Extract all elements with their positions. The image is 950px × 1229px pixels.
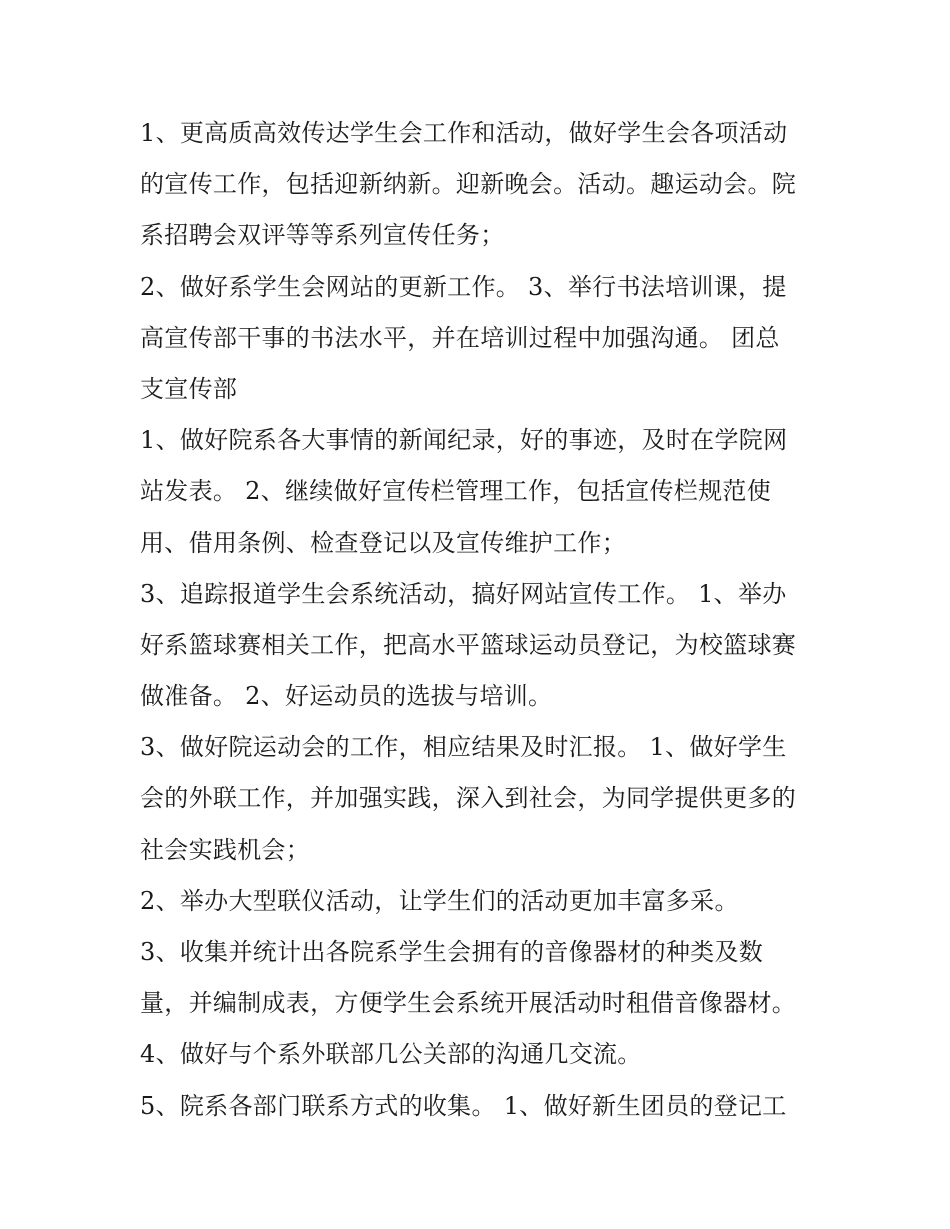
text-line: 系招聘会双评等等系列宣传任务； xyxy=(140,221,505,250)
text-line: 好系篮球赛相关工作，把高水平篮球运动员登记，为校篮球赛 xyxy=(140,630,797,659)
text-line: 3、做好院运动会的工作，相应结果及时汇报。 1、做好学生 xyxy=(140,733,787,762)
text-line: 4、做好与个系外联部几公关部的沟通几交流。 xyxy=(140,1040,642,1069)
text-line: 做准备。 2、好运动员的选拔与培训。 xyxy=(140,682,553,711)
text-line: 1、做好院系各大事情的新闻纪录，好的事迹，及时在学院网 xyxy=(140,426,788,455)
text-line: 3、追踪报道学生会系统活动，搞好网站宣传工作。 1、举办 xyxy=(140,579,787,608)
text-line: 站发表。 2、继续做好宣传栏管理工作，包括宣传栏规范使 xyxy=(140,477,771,506)
text-line: 用、借用条例、检查登记以及宣传维护工作； xyxy=(140,528,626,557)
text-line: 3、收集并统计出各院系学生会拥有的音像器材的种类及数 xyxy=(140,938,764,966)
text-line: 1、更高质高效传达学生会工作和活动，做好学生会各项活动 xyxy=(140,119,788,147)
text-line: 的宣传工作，包括迎新纳新。迎新晚会。活动。趣运动会。院 xyxy=(140,170,797,199)
text-line: 量，并编制成表，方便学生会系统开展活动时租借音像器材。 xyxy=(140,989,797,1018)
text-line: 会的外联工作，并加强实践，深入到社会，为同学提供更多的 xyxy=(140,784,797,813)
document-body xyxy=(140,108,820,1132)
text-line: 5、院系各部门联系方式的收集。 1、做好新生团员的登记工 xyxy=(140,1091,787,1120)
text-line: 2、举办大型联仪活动，让学生们的活动更加丰富多采。 xyxy=(140,886,739,915)
text-line: 2、做好系学生会网站的更新工作。 3、举行书法培训课，提 xyxy=(140,272,787,301)
text-line: 支宣传部 xyxy=(140,374,238,403)
text-line: 高宣传部干事的书法水平，并在培训过程中加强沟通。 团总 xyxy=(140,323,780,352)
text-line: 社会实践机会； xyxy=(140,835,311,864)
